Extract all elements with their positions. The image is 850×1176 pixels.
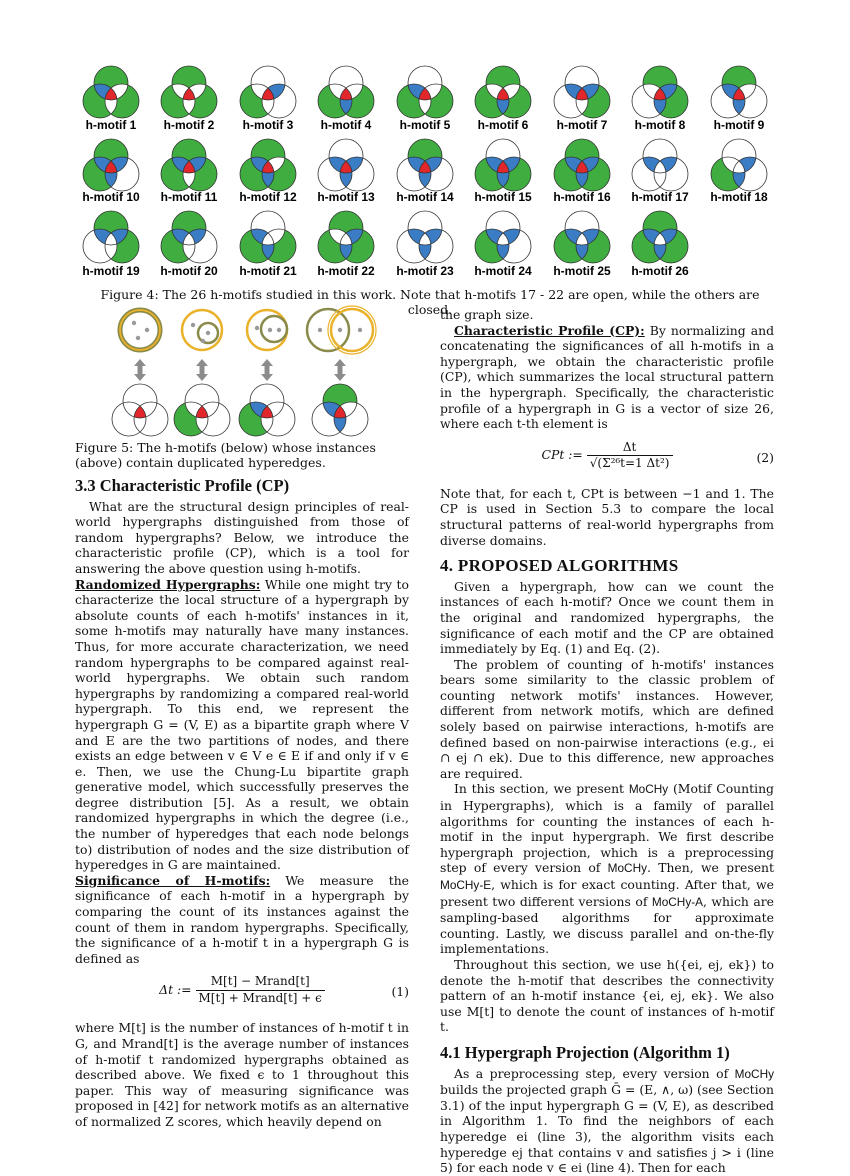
- hmotif-11-venn: [161, 139, 217, 191]
- hmotif-5-venn: [397, 66, 453, 118]
- figure-5-caption: Figure 5: The h-motifs (below) whose instances (above) contain duplicated hyperedges.: [75, 440, 376, 470]
- section-4-paragraph-4: Throughout this section, we use h({ei, ej, ek}) to denote the h-motif that describes the connectivity pattern of an h-motif instance {ei, ej, ek}. We also use M[t] to denote the count of instances of h-motif t.: [440, 956, 774, 1035]
- hmotif-3-label: h-motif 3: [242, 118, 294, 132]
- fig5-hmotif-2: [174, 384, 230, 436]
- section-4-heading: 4. PROPOSED ALGORITHMS: [440, 556, 679, 576]
- hmotif-26-venn: [632, 211, 688, 263]
- hmotif-6-label: h-motif 6: [477, 118, 529, 132]
- hmotif-20-venn: [161, 211, 217, 263]
- hmotif-8-label: h-motif 8: [634, 118, 686, 132]
- eq1-numerator: M[t] − Mrand[t]: [196, 974, 325, 991]
- hmotif-10-venn: [83, 139, 139, 191]
- section-4-paragraph-1: Given a hypergraph, how can we count the instances of each h-motif? Once we count them in the original and randomized hypergraphs, the significance of each motif and the CP are obtained immediately by Eq. (1) and Eq. (2).: [440, 578, 774, 657]
- hmotif-17-venn: [632, 139, 688, 191]
- section-3-3-heading: 3.3 Characteristic Profile (CP): [75, 476, 290, 495]
- hmotif-25-venn: [554, 211, 610, 263]
- hmotif-1-label: h-motif 1: [85, 118, 137, 132]
- hmotif-8-venn: [632, 66, 688, 118]
- characteristic-profile-paragraph: [440, 323, 774, 432]
- equation-2: [440, 440, 774, 478]
- hmotif-18-venn: [711, 139, 767, 191]
- hmotif-20-label: h-motif 20: [160, 264, 218, 278]
- eq1-denominator: M[t] + Mrand[t] + ϵ: [198, 991, 322, 1005]
- hmotif-12-label: h-motif 12: [239, 190, 297, 204]
- hmotif-21-label: h-motif 21: [239, 264, 297, 278]
- eq1-number: (1): [391, 984, 409, 1000]
- hmotif-4-venn: [318, 66, 374, 118]
- hmotif-3-venn: [240, 66, 296, 118]
- hmotif-15-label: h-motif 15: [474, 190, 532, 204]
- fig5-arrow-2: [196, 359, 208, 381]
- significance-text: We measure the significance of each h-motif in a hypergraph by comparing the count of its instances against the count of them in random hypergraphs. Specifically, the significance of a h-motif t in a hypergraph G is defined as: [75, 872, 410, 966]
- randomized-hypergraphs-text: While one might try to characterize the local structure of a hypergraph by absolute counts of each h-motifs' instances in it, some h-motifs may naturally have many instances. Thus, for more accurate characterization, we need random hypergraphs to be compared against real-world hypergraphs. We obtain such random hypergraphs by randomizing a compared real-world hypergraph. To this end, we represent the hypergraph G = (V, E) as a bipartite graph where V and E are the two partitions of nodes, and there exists an edge between v ∈ V e ∈ E if and only if v ∈ e. Then, we use the Chung-Lu bipartite graph generative model, which successfully preserves the degree distribution [5]. As a result, we obtain randomized hypergraphs in which the degree (i.e., the number of hyperedges that each node belongs to) distribution of nodes and the size distribution of hyperedges in G are maintained.: [75, 576, 409, 873]
- cp-intro-paragraph: What are the structural design principles of real-world hypergraphs distinguished from those of random hypergraphs? Below, we introduce the characteristic profile (CP), which is a tool for answering the above question using h-motifs.: [75, 498, 409, 576]
- hmotif-12-venn: [240, 139, 296, 191]
- eq2-lhs: CPt :=: [541, 447, 583, 463]
- eq2-denominator: √(Σ²⁶t=1 Δt²): [589, 456, 670, 471]
- section-4-1-heading: 4.1 Hypergraph Projection (Algorithm 1): [440, 1042, 730, 1062]
- significance-paragraph: [75, 873, 409, 967]
- hmotif-24-venn: [475, 211, 531, 263]
- randomized-hypergraphs-paragraph: [75, 577, 409, 873]
- hmotif-4-label: h-motif 4: [320, 118, 372, 132]
- fig5-instance-3: [247, 310, 287, 350]
- mochy-a-name: MoCHy-A: [651, 894, 704, 909]
- hmotif-24-label: h-motif 24: [474, 264, 532, 278]
- section-4-paragraph-3: In this section, we present MoCHy (Motif Counting in Hypergraphs), which is a family of parallel algorithms for counting the instances of each h-motif in the input hypergraph. We first describe hypergraph projection, which is a preprocessing step of every version of MoCHy. Then, we present MoCHy-E, which is for exact counting. After that, we present two different versions of MoCHy-A, which are sampling-based algorithms for approximate counting. Lastly, we discuss parallel and on-the-fly implementations.: [440, 781, 775, 957]
- characteristic-profile-title: Characteristic Profile (CP):: [454, 322, 645, 338]
- hmotif-21-venn: [240, 211, 296, 263]
- eq2-numerator: Δt: [587, 440, 673, 457]
- mochy-name: MoCHy: [628, 782, 669, 797]
- hmotif-15-venn: [475, 139, 531, 191]
- continued-text: the graph size.: [440, 307, 534, 322]
- hmotif-16-venn: [554, 139, 610, 191]
- hmotif-13-venn: [318, 139, 374, 191]
- hmotif-25-label: h-motif 25: [553, 264, 611, 278]
- section-4-paragraph-2: The problem of counting of h-motifs' instances bears some similarity to the classic problem of counting network motifs' instances. However, different from network motifs, which are defined solely based on pairwise interactions, h-motifs are defined based on non-pairwise interactions (e.g., ei ∩ ej ∩ ek). Due to this difference, new approaches are required.: [440, 656, 774, 781]
- fig5-instance-1: [120, 310, 160, 350]
- fig5-arrow-4: [334, 359, 346, 381]
- fig5-hmotif-1: [112, 384, 168, 436]
- hmotif-7-label: h-motif 7: [556, 118, 608, 132]
- hmotif-17-label: h-motif 17: [631, 190, 689, 204]
- hmotif-1-venn: [83, 66, 139, 118]
- hmotif-23-venn: [397, 211, 453, 263]
- hmotif-22-venn: [318, 211, 374, 263]
- fig5-arrow-1: [134, 359, 146, 381]
- figure-5-duplicated-hyperedges: [75, 303, 410, 438]
- fig5-hmotif-4: [312, 384, 368, 436]
- significance-title: Significance of H-motifs:: [75, 872, 271, 888]
- randomized-hypergraphs-title: Randomized Hypergraphs:: [75, 576, 261, 592]
- hmotif-5-label: h-motif 5: [399, 118, 451, 132]
- characteristic-profile-text: By normalizing and concatenating the significances of all h-motifs in a hypergraph, we obtain the characteristic profile (CP), which summarizes the local structural pattern in the hypergraph. Specifically, the characteristic profile of a hypergraph in G is a vector of size 26, where each t-th element is: [440, 322, 774, 432]
- figure-4-hmotif-grid: [0, 0, 850, 285]
- hmotif-14-venn: [397, 139, 453, 191]
- after-eq1-paragraph: where M[t] is the number of instances of h-motif t in G, and Mrand[t] is the average number of instances of h-motif t randomized hypergraphs obtained as described above. We fixed ϵ to 1 throughout this paper. This way of measuring significance was proposed in [42] for network motifs as an alternative of normalized Z scores, which heavily depend on: [75, 1020, 409, 1129]
- fig5-arrow-3: [261, 359, 273, 381]
- hmotif-2-venn: [161, 66, 217, 118]
- hmotif-6-venn: [475, 66, 531, 118]
- hmotif-11-label: h-motif 11: [160, 190, 218, 204]
- equation-1: [75, 974, 409, 1012]
- hmotif-18-label: h-motif 18: [710, 190, 768, 204]
- left-column: [75, 478, 409, 1130]
- hmotif-9-venn: [711, 66, 767, 118]
- hmotif-10-label: h-motif 10: [82, 190, 140, 204]
- hmotif-9-label: h-motif 9: [713, 118, 765, 132]
- hmotif-2-label: h-motif 2: [163, 118, 215, 132]
- section-4-1-paragraph: As a preprocessing step, every version of MoCHy builds the projected graph Ḡ = (E, ∧, ω) (see Section 3.1) of the input hypergraph G = (V, E), as described in Algorithm 1. To find the neighbors of each hyperedge ei (line 3), the algorithm visits each hyperedge ej that contains v and satisfies j > i (line 5) for each node v ∈ ei (line 4). Then for each: [440, 1065, 774, 1176]
- figure-4-caption: Figure 4: The 26 h-motifs studied in this work. Note that h-motifs 17 - 22 are open, while the others are closed.: [100, 287, 760, 317]
- eq2-number: (2): [756, 449, 774, 465]
- hmotif-22-label: h-motif 22: [317, 264, 375, 278]
- hmotif-19-label: h-motif 19: [82, 264, 140, 278]
- hmotif-26-label: h-motif 26: [631, 264, 689, 278]
- fig5-hmotif-3: [239, 384, 295, 436]
- hmotif-14-label: h-motif 14: [396, 190, 454, 204]
- after-eq2-paragraph: Note that, for each t, CPt is between −1 and 1. The CP is used in Section 5.3 to compare the local structural patterns of real-world hypergraphs from diverse domains.: [440, 485, 774, 548]
- eq1-lhs: Δt :=: [159, 982, 192, 997]
- fig5-instance-2: [182, 310, 222, 350]
- hmotif-19-venn: [83, 211, 139, 263]
- fig5-instance-4: [307, 306, 376, 354]
- hmotif-23-label: h-motif 23: [396, 264, 454, 278]
- right-column: [440, 307, 774, 1176]
- mochy-e-name: MoCHy-E: [440, 878, 492, 892]
- hmotif-16-label: h-motif 16: [553, 190, 611, 204]
- hmotif-13-label: h-motif 13: [317, 190, 375, 204]
- hmotif-7-venn: [554, 66, 610, 118]
